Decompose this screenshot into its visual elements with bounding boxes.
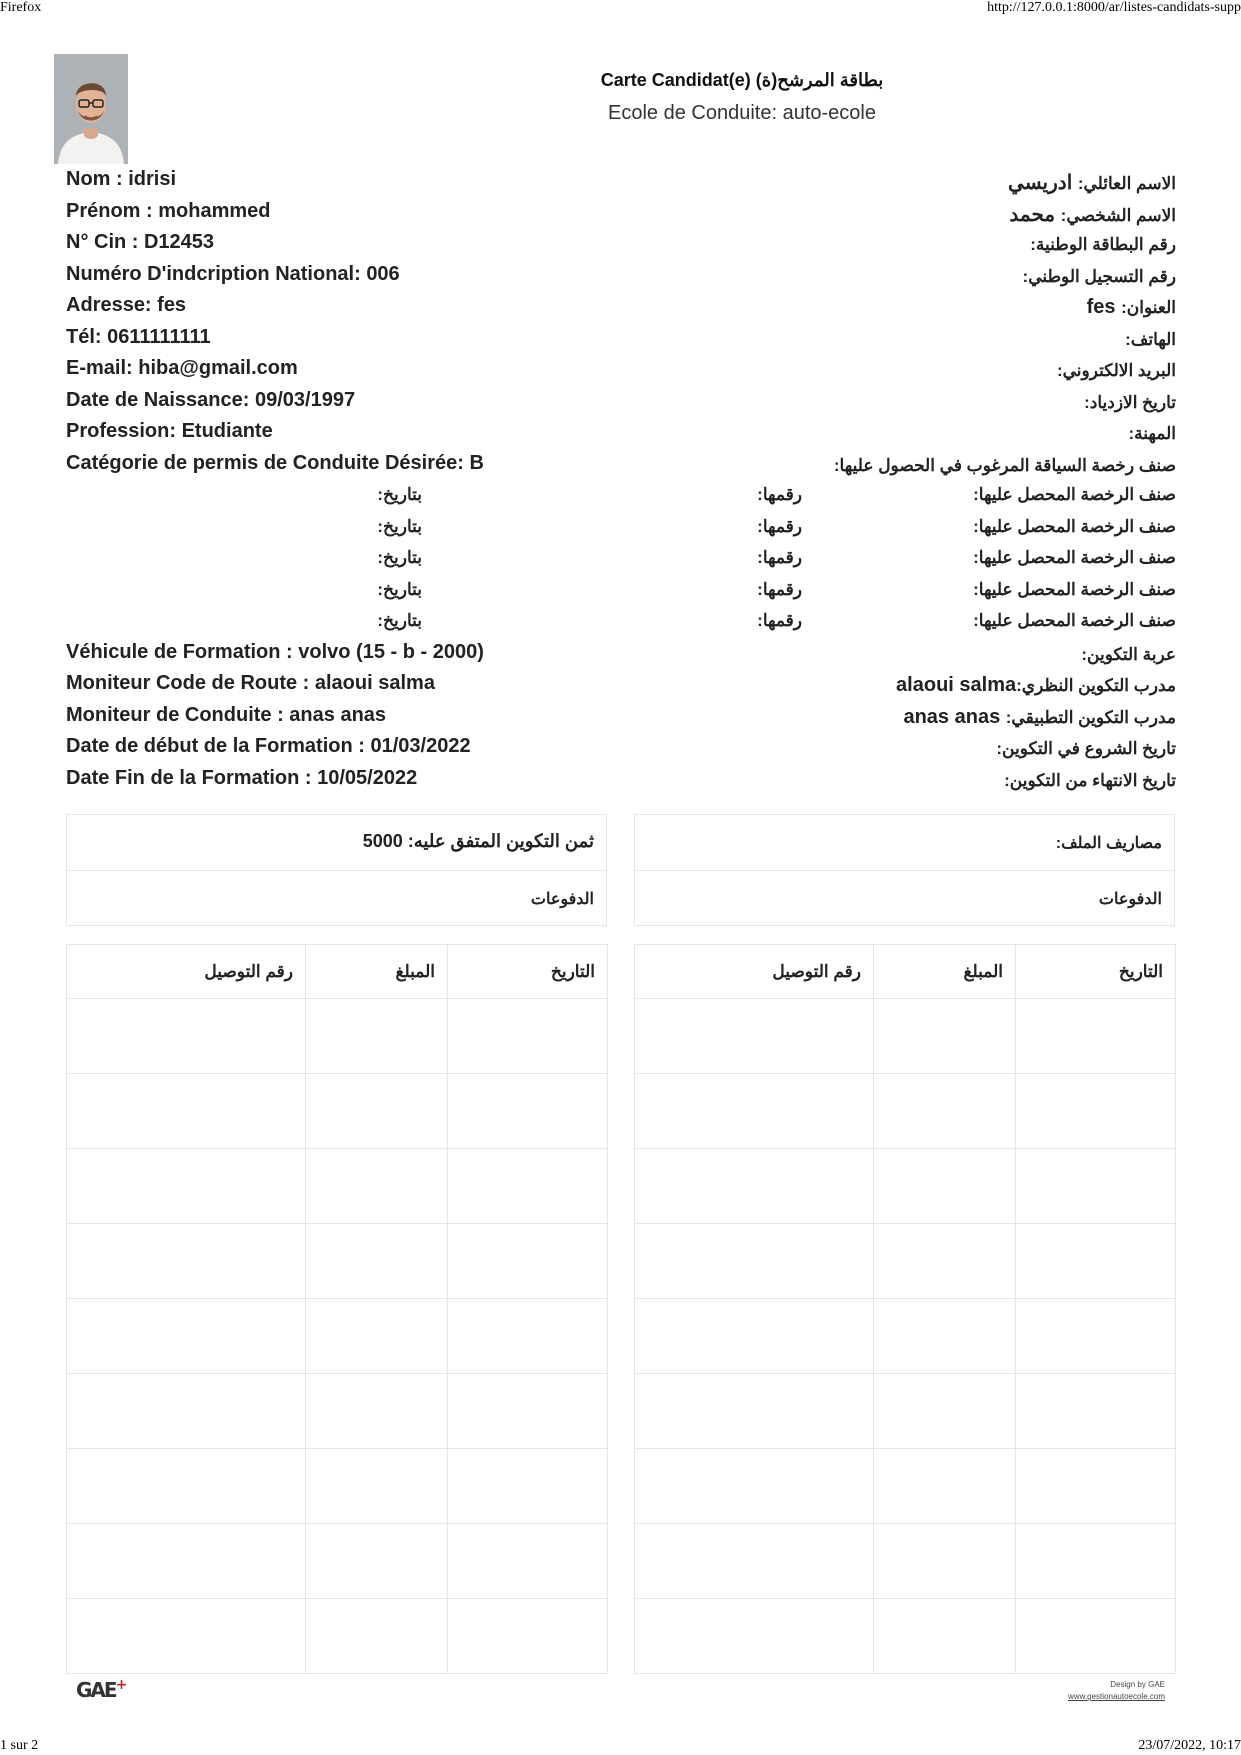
- table-cell: [874, 1599, 1016, 1674]
- table-cell: [874, 1449, 1016, 1524]
- field-ar-moniteur-code: [896, 674, 1176, 697]
- table-cell: [448, 1374, 608, 1449]
- column-header-date: التاريخ: [1016, 945, 1176, 999]
- column-header-receipt: رقم التوصيل: [67, 945, 306, 999]
- field-fr-moniteur-conduite: Moniteur de Conduite : anas anas: [66, 703, 387, 726]
- table-cell: [1016, 1149, 1176, 1224]
- table-cell: [67, 1599, 306, 1674]
- table-cell: [874, 1224, 1016, 1299]
- field-ar-label: الهاتف:: [1125, 329, 1176, 349]
- table-row: [67, 1599, 608, 1674]
- payments-label: الدفوعات: [530, 891, 594, 908]
- page-number: 1 sur 2: [0, 1738, 39, 1753]
- field-ar-tel: [1125, 328, 1176, 351]
- table-cell: [67, 999, 306, 1074]
- field-ar-value: ادريسي: [1008, 172, 1078, 194]
- table-cell: [67, 1074, 306, 1149]
- table-cell: [67, 1449, 306, 1524]
- field-ar-label: المهنة:: [1128, 424, 1176, 443]
- table-row: [635, 1149, 1176, 1224]
- field-ar-naissance: [1084, 391, 1176, 414]
- permit-category-label: صنف الرخصة المحصل عليها:: [973, 516, 1176, 536]
- table-row: [635, 1299, 1176, 1374]
- field-ar-label: رقم البطاقة الوطنية:: [1030, 235, 1176, 254]
- field-fr-profession: Profession: Etudiante: [66, 420, 273, 442]
- table-cell: [448, 1149, 608, 1224]
- table-cell: [1016, 1224, 1176, 1299]
- field-fr-email: E-mail: hiba@gmail.com: [66, 357, 298, 379]
- table-cell: [448, 1524, 608, 1599]
- fees-row: [635, 815, 1174, 871]
- table-cell: [874, 1374, 1016, 1449]
- table-cell: [306, 1449, 448, 1524]
- table-row: [67, 1374, 608, 1449]
- permit-row: [66, 544, 1176, 576]
- field-ar-prenom: [1009, 202, 1176, 227]
- field-ar-label: البريد الالكتروني:: [1056, 361, 1176, 380]
- table-cell: [874, 1074, 1016, 1149]
- table-cell: [306, 1524, 448, 1599]
- table-cell: [1016, 1299, 1176, 1374]
- field-ar-label: تاريخ الازدياد:: [1084, 392, 1176, 412]
- table-cell: [306, 1224, 448, 1299]
- table-row: [67, 1149, 608, 1224]
- field-row-nom: [66, 166, 1176, 198]
- permit-row: [66, 607, 1176, 639]
- print-footer: [0, 1738, 1241, 1755]
- field-ar-label: رقم التسجيل الوطني:: [1022, 266, 1176, 286]
- table-cell: [874, 999, 1016, 1074]
- price-summary-box: [66, 814, 607, 926]
- table-cell: [448, 1224, 608, 1299]
- table-cell: [448, 1449, 608, 1524]
- field-row-email: [66, 355, 1176, 387]
- file-fees: مصاريف الملف:: [1055, 835, 1162, 852]
- permit-number-label: رقمها:: [757, 485, 802, 504]
- field-ar-label: الاسم الشخصي:: [1060, 205, 1176, 225]
- table-cell: [1016, 1449, 1176, 1524]
- field-ar-vehicule: [1081, 643, 1176, 666]
- field-ar-date-fin: [1004, 769, 1176, 792]
- field-ar-label: مدرب التكوين التطبيقي:: [1005, 707, 1176, 727]
- field-row-profession: [66, 418, 1176, 450]
- permit-date-label: بتاريخ:: [377, 485, 422, 504]
- table-header-row: [635, 945, 1176, 999]
- column-header-amount: المبلغ: [874, 945, 1016, 999]
- field-fr-adresse: Adresse: fes: [66, 294, 187, 316]
- permit-category-label: صنف الرخصة المحصل عليها:: [973, 611, 1176, 630]
- field-row-cin: [66, 229, 1176, 261]
- field-fr-naissance: Date de Naissance: 09/03/1997: [66, 388, 356, 411]
- field-row-tel: [66, 324, 1176, 356]
- table-cell: [306, 999, 448, 1074]
- table-cell: [67, 1299, 306, 1374]
- field-ar-label: مدرب التكوين النظري:: [1016, 676, 1176, 695]
- table-cell: [448, 999, 608, 1074]
- permit-row: [66, 513, 1176, 545]
- field-row-naissance: [66, 387, 1176, 419]
- field-fr-nom: Nom : idrisi: [66, 168, 177, 190]
- table-row: [635, 1449, 1176, 1524]
- permit-row: [66, 576, 1176, 608]
- print-datetime: 23/07/2022, 10:17: [1138, 1738, 1241, 1753]
- permit-number-label: رقمها:: [757, 548, 802, 567]
- payments-row: [635, 871, 1174, 927]
- table-row: [635, 1374, 1176, 1449]
- design-by-text: Design by GAE: [1110, 1680, 1165, 1689]
- table-cell: [874, 1149, 1016, 1224]
- table-cell: [635, 1074, 874, 1149]
- table-row: [635, 1524, 1176, 1599]
- table-row: [67, 1299, 608, 1374]
- field-fr-inscription: Numéro D'indcription National: 006: [66, 262, 400, 285]
- candidate-info: [66, 166, 1176, 796]
- table-row: [635, 1074, 1176, 1149]
- field-row-inscription: [66, 261, 1176, 293]
- table-cell: [635, 1449, 874, 1524]
- permit-category-label: صنف الرخصة المحصل عليها:: [973, 579, 1176, 599]
- field-ar-categorie: [834, 454, 1176, 477]
- field-row-prenom: [66, 198, 1176, 230]
- table-cell: [1016, 1599, 1176, 1674]
- permit-category-label: صنف الرخصة المحصل عليها:: [973, 548, 1176, 567]
- table-cell: [1016, 1374, 1176, 1449]
- table-cell: [448, 1599, 608, 1674]
- permit-number-label: رقمها:: [757, 579, 802, 599]
- candidate-photo: [54, 54, 128, 164]
- table-cell: [306, 1074, 448, 1149]
- table-header-row: [67, 945, 608, 999]
- field-row-moniteur-conduite: [66, 702, 1176, 734]
- table-row: [67, 1074, 608, 1149]
- field-ar-cin: [1030, 233, 1176, 256]
- fees-payments-table: [634, 944, 1176, 1674]
- table-cell: [67, 1524, 306, 1599]
- permit-number-label: رقمها:: [757, 516, 802, 536]
- permit-row: [66, 481, 1176, 513]
- permit-date-label: بتاريخ:: [377, 579, 422, 599]
- field-ar-adresse: [1087, 296, 1176, 319]
- payments-label: الدفوعات: [1098, 891, 1162, 908]
- table-cell: [67, 1149, 306, 1224]
- page-url: http://127.0.0.1:8000/ar/listes-candidats-supp: [987, 0, 1241, 15]
- site-link[interactable]: www.gestionautoecole.com: [1068, 1692, 1165, 1701]
- permit-date-label: بتاريخ:: [377, 516, 422, 536]
- permit-date-label: بتاريخ:: [377, 611, 422, 630]
- field-ar-label: عربة التكوين:: [1081, 644, 1176, 664]
- table-row: [67, 1224, 608, 1299]
- table-cell: [635, 1374, 874, 1449]
- field-ar-profession: [1129, 422, 1176, 445]
- table-cell: [1016, 1524, 1176, 1599]
- column-header-date: التاريخ: [448, 945, 608, 999]
- field-ar-nom: [1008, 170, 1176, 195]
- browser-name: Firefox: [0, 0, 42, 15]
- payments-row: [67, 871, 606, 927]
- field-ar-label: تاريخ الانتهاء من التكوين:: [1004, 770, 1176, 790]
- table-cell: [874, 1299, 1016, 1374]
- print-header: [0, 0, 1241, 18]
- field-fr-date-debut: Date de début de la Formation : 01/03/2022: [66, 735, 471, 757]
- field-fr-tel: Tél: 0611111111: [66, 325, 211, 348]
- permit-date-label: بتاريخ:: [377, 548, 422, 567]
- fees-summary-box: [634, 814, 1175, 926]
- field-row-categorie: [66, 450, 1176, 482]
- field-row-date-debut: [66, 733, 1176, 765]
- table-cell: [448, 1074, 608, 1149]
- column-header-receipt: رقم التوصيل: [635, 945, 874, 999]
- table-cell: [1016, 1074, 1176, 1149]
- field-ar-value: fes: [1086, 296, 1122, 318]
- table-row: [67, 1524, 608, 1599]
- table-cell: [874, 1524, 1016, 1599]
- gae-logo: [76, 1678, 127, 1702]
- design-credit: [1068, 1680, 1165, 1701]
- field-ar-email: [1057, 359, 1176, 382]
- table-row: [67, 1449, 608, 1524]
- table-row: [635, 1224, 1176, 1299]
- table-cell: [635, 1524, 874, 1599]
- field-row-moniteur-code: [66, 670, 1176, 702]
- permit-category-label: صنف الرخصة المحصل عليها:: [973, 485, 1176, 504]
- table-cell: [306, 1299, 448, 1374]
- table-row: [635, 1599, 1176, 1674]
- permit-number-label: رقمها:: [757, 611, 802, 630]
- table-cell: [306, 1599, 448, 1674]
- logo-text: GAE: [76, 1678, 116, 1702]
- table-cell: [635, 1299, 874, 1374]
- field-row-date-fin: [66, 765, 1176, 797]
- table-cell: [635, 999, 874, 1074]
- column-header-amount: المبلغ: [306, 945, 448, 999]
- table-cell: [67, 1374, 306, 1449]
- card-title: Carte Candidat(e) بطاقة المرشح(ة): [600, 70, 884, 90]
- table-cell: [306, 1374, 448, 1449]
- field-row-adresse: [66, 292, 1176, 324]
- table-cell: [306, 1149, 448, 1224]
- price-payments-table: [66, 944, 608, 1674]
- price-row: [67, 815, 606, 871]
- field-fr-cin: N° Cin : D12453: [66, 231, 215, 253]
- agreed-price: ثمن التكوين المتفق عليه: 5000: [362, 831, 594, 851]
- field-ar-label: صنف رخصة السياقة المرغوب في الحصول عليها:: [833, 455, 1176, 475]
- field-ar-label: الاسم العائلي:: [1077, 174, 1176, 193]
- table-cell: [67, 1224, 306, 1299]
- logo-plus-icon: +: [115, 1677, 128, 1693]
- school-name: Ecole de Conduite: auto-ecole: [608, 102, 876, 124]
- table-cell: [1016, 999, 1176, 1074]
- table-cell: [448, 1299, 608, 1374]
- field-ar-date-debut: [996, 737, 1176, 760]
- field-fr-vehicule: Véhicule de Formation : volvo (15 - b - 2000): [66, 640, 484, 663]
- field-fr-moniteur-code: Moniteur Code de Route : alaoui salma: [66, 672, 435, 694]
- field-ar-label: تاريخ الشروع في التكوين:: [996, 739, 1176, 758]
- field-fr-prenom: Prénom : mohammed: [66, 199, 271, 222]
- field-fr-categorie: Catégorie de permis de Conduite Désirée: B: [66, 451, 484, 474]
- field-ar-value: anas anas: [903, 705, 1006, 728]
- table-cell: [635, 1224, 874, 1299]
- field-ar-value: alaoui salma: [896, 674, 1017, 696]
- table-cell: [635, 1599, 874, 1674]
- field-ar-label: العنوان:: [1121, 298, 1176, 317]
- table-cell: [635, 1149, 874, 1224]
- table-row: [67, 999, 608, 1074]
- field-ar-inscription: [1023, 265, 1176, 288]
- field-ar-moniteur-conduite: [903, 706, 1176, 729]
- field-fr-date-fin: Date Fin de la Formation : 10/05/2022: [66, 766, 418, 789]
- table-row: [635, 999, 1176, 1074]
- person-photo-icon: [54, 54, 128, 164]
- field-row-vehicule: [66, 639, 1176, 671]
- field-ar-value: محمد: [1009, 203, 1061, 226]
